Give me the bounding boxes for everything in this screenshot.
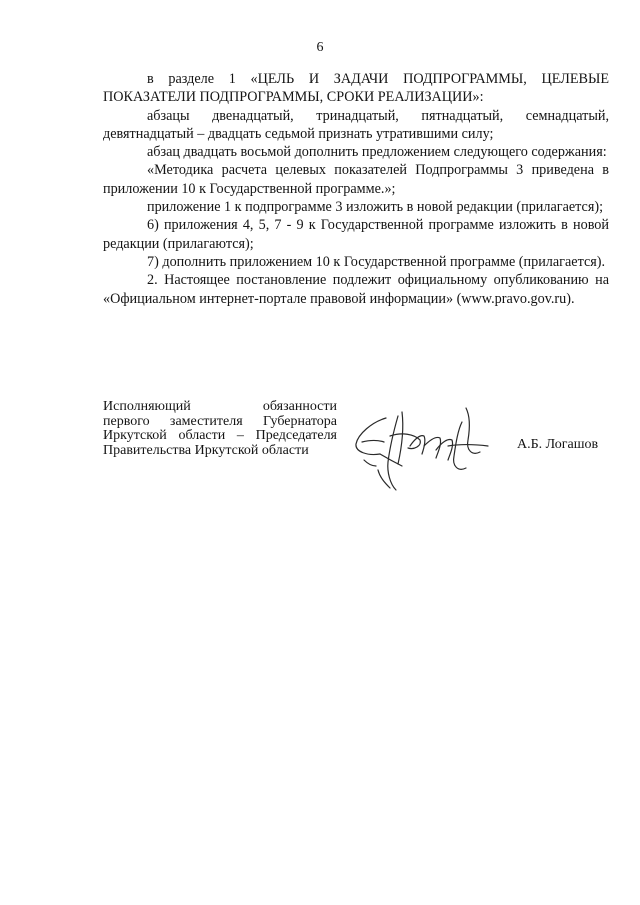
signer-name: А.Б. Логашов xyxy=(517,437,599,452)
paragraph-item-6: 6) приложения 4, 5, 7 - 9 к Государственной программе изложить в новой редакции (прилагаются); xyxy=(103,217,609,252)
document-body xyxy=(103,70,609,308)
paragraph-prilozhenie-1: приложение 1 к подпрограмме 3 изложить в новой редакции (прилагается); xyxy=(147,199,604,216)
paragraph-section-heading: в разделе 1 «ЦЕЛЬ И ЗАДАЧИ ПОДПРОГРАММЫ, ЦЕЛЕВЫЕ ПОКАЗАТЕЛИ ПОДПРОГРАММЫ, СРОКИ РЕАЛИЗАЦИИ»: xyxy=(103,71,609,106)
paragraph-publication: 2. Настоящее постановление подлежит официальному опубликованию на «Официальном интернет-портале правовой информации» (www.pravo.gov.ru). xyxy=(103,272,609,307)
signatory-title xyxy=(103,400,337,458)
paragraph-abzac-28: абзац двадцать восьмой дополнить предложением следующего содержания: xyxy=(147,144,607,161)
signatory-title-line: первого заместителя Губернатора xyxy=(103,413,337,429)
handwritten-signature xyxy=(350,400,510,500)
signatory-title-line: Иркутской области – Председателя xyxy=(103,428,337,443)
signatory-title-line: Исполняющий обязанности xyxy=(103,399,337,414)
paragraph-metodika: «Методика расчета целевых показателей Подпрограммы 3 приведена в приложении 10 к Государственной программе.»; xyxy=(103,162,609,197)
page-number: 6 xyxy=(316,40,324,55)
signatory-title-line: Правительства Иркутской области xyxy=(103,442,309,458)
paragraph-repeal-abzacy: абзацы двенадцатый, тринадцатый, пятнадцатый, семнадцатый, девятнадцатый – двадцать седьмой признать утратившими силу; xyxy=(103,107,609,142)
paragraph-item-7: 7) дополнить приложением 10 к Государственной программе (прилагается). xyxy=(147,253,606,270)
